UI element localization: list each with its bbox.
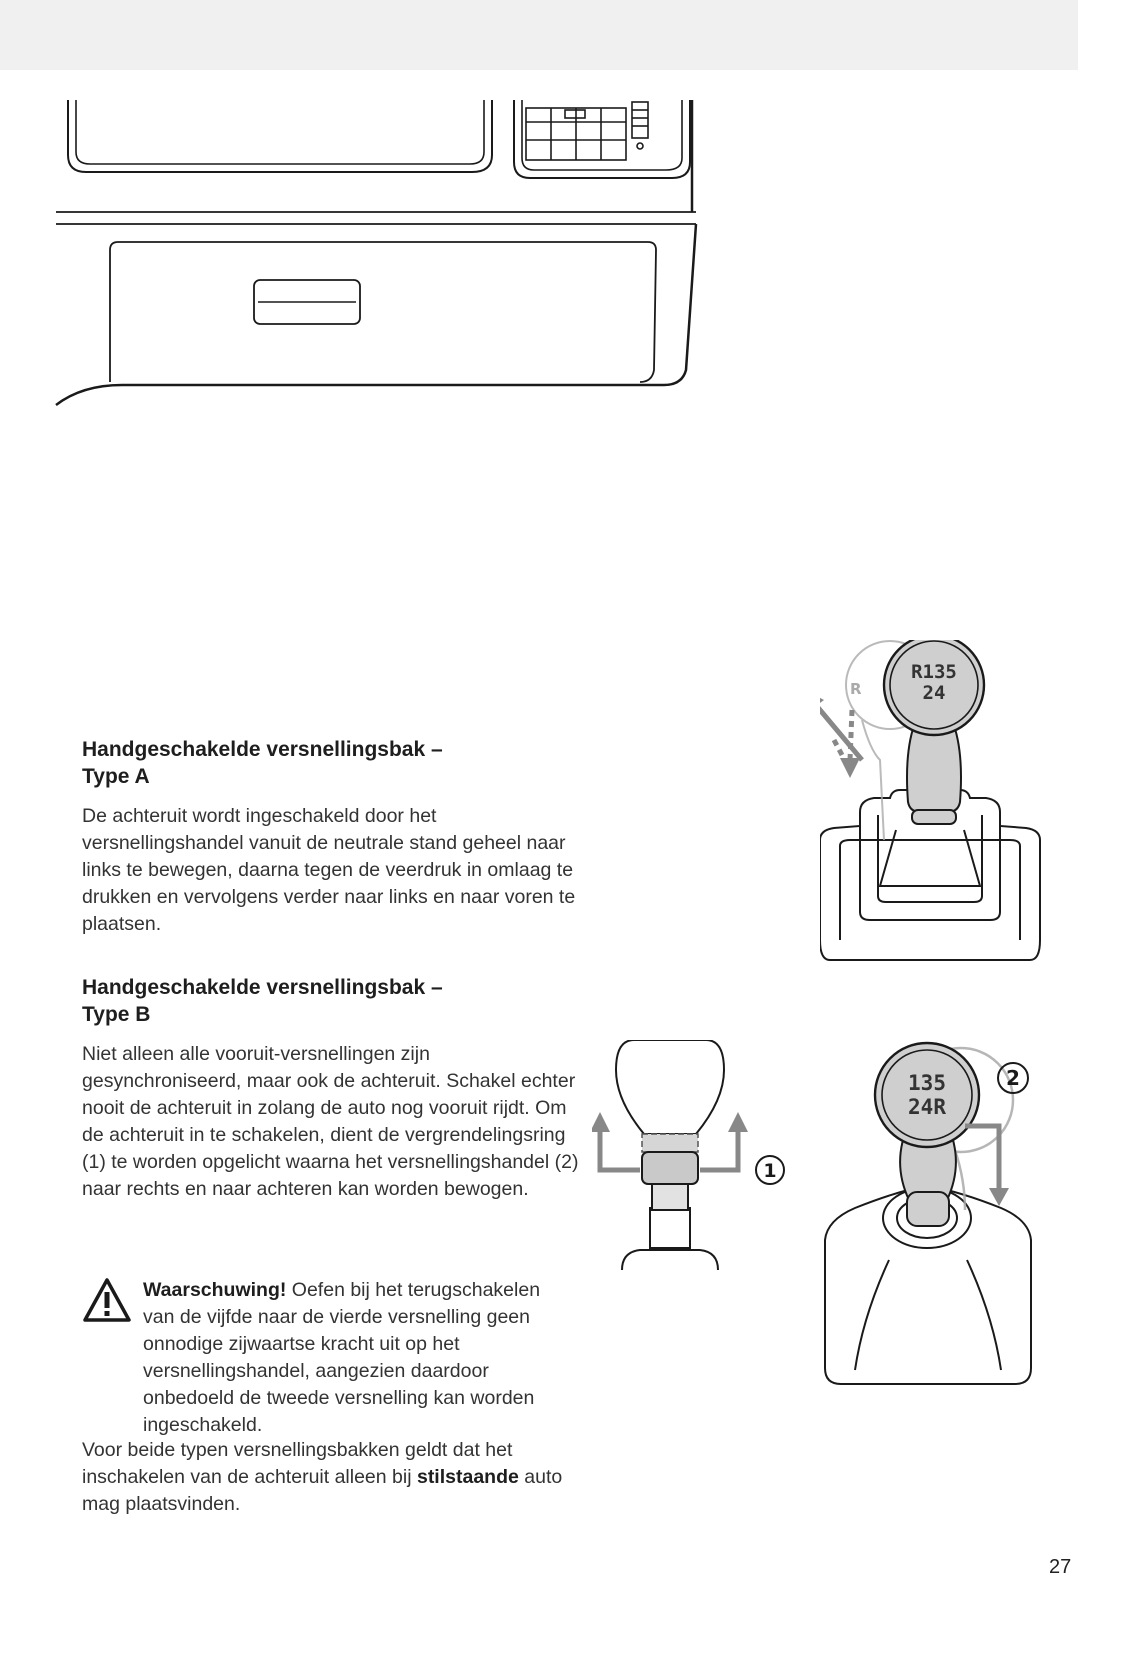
warning-body: Oefen bij het terugschakelen van de vijfde naar de vierde versnelling geen onnodige zijwaartse kracht uit op het versnellingshandel, aangezien daardoor onbedoeld de tweede versnelling kan worden ingeschakeld. <box>143 1279 541 1436</box>
section-a-body: De achteruit wordt ingeschakeld door het versnellingshandel vanuit de neutrale stand geheel naar links te bewegen, daarna tegen de veerdruk in omlaag te drukken en vervolgens verder naar links en naar voren te plaatsen. <box>82 805 576 935</box>
callout-1-label: 1 <box>763 1160 777 1182</box>
gear-knob-type-b-illustration <box>815 1040 1085 1390</box>
closing-note-bold: stilstaande <box>416 1466 519 1488</box>
knob-a-ghost-label: R <box>850 680 862 698</box>
dashboard-illustration <box>52 100 702 410</box>
warning-block <box>82 1277 572 1439</box>
section-b-title-line1: Handgeschakelde versnellingsbak – <box>82 976 443 999</box>
header-band <box>0 0 1078 70</box>
page-number: 27 <box>1049 1556 1072 1578</box>
knob-b-gear-row1: 135 <box>908 1071 946 1095</box>
warning-text <box>82 1277 572 1439</box>
section-a-title <box>82 736 602 790</box>
locking-ring-illustration <box>592 1040 812 1280</box>
section-b-body: Niet alleen alle vooruit-versnellingen zijn gesynchroniseerd, maar ook de achteruit. Schakel echter nooit de achteruit in zolang de auto nog vooruit rijdt. Om de achteruit in te schakelen, dient de vergrendelingsring (1) te worden opgelicht waarna het versnellingshandel (2) naar rechts en naar achteren kan worden bewogen. <box>82 1043 579 1200</box>
ring-arrow-up-left-icon <box>592 1112 610 1132</box>
knob-a-arrow-down-icon <box>840 758 860 778</box>
warning-triangle-icon <box>82 1277 132 1323</box>
knob-a-gear-row1: R135 <box>911 661 957 683</box>
knob-a-gear-row2: 24 <box>922 682 946 704</box>
section-b-title-line2: Type B <box>82 1003 151 1026</box>
callout-2-label: 2 <box>1006 1066 1020 1090</box>
warning-label: Waarschuwing! <box>143 1279 287 1301</box>
section-a-title-line1: Handgeschakelde versnellingsbak – <box>82 738 443 761</box>
section-a-title-line2: Type A <box>82 765 150 788</box>
closing-note <box>82 1437 592 1518</box>
closing-note-text-after: auto mag plaatsvinden. <box>82 1466 563 1515</box>
knob-b-gear-row2: 24R <box>908 1095 946 1119</box>
section-b-title <box>82 974 602 1028</box>
knob-b-arrow-down-icon <box>989 1188 1009 1206</box>
closing-note-text-before: Voor beide typen versnellingsbakken geldt dat het inschakelen van de achteruit alleen bij <box>82 1439 513 1488</box>
gear-knob-type-a-illustration <box>820 640 1050 970</box>
ring-arrow-up-right-icon <box>728 1112 748 1132</box>
